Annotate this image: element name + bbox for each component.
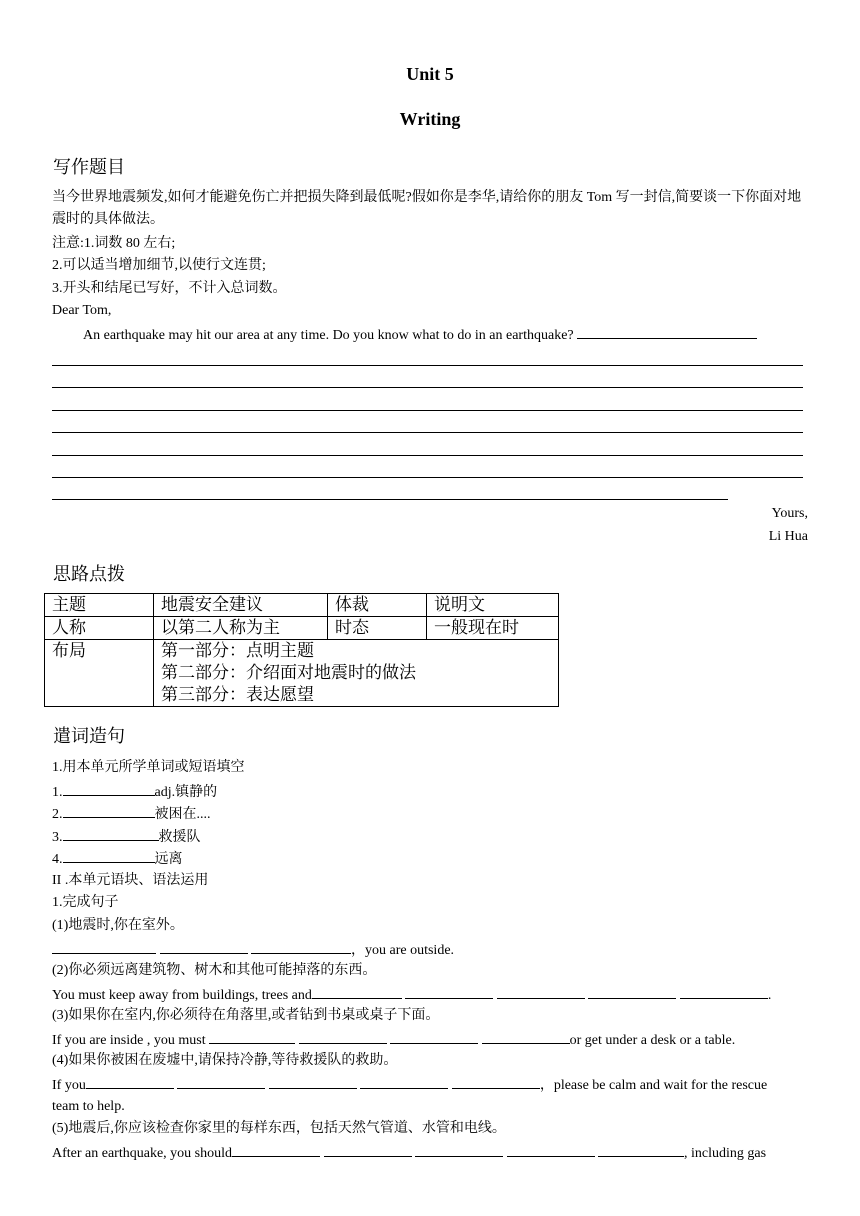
sentence-cn: (3)如果你在室内,你必须待在角落里,或者钻到书桌或桌子下面。 [52, 1008, 440, 1023]
answer-blank[interactable] [497, 984, 585, 999]
table-cell: 主题 [45, 594, 154, 617]
table-cell: 一般现在时 [427, 617, 559, 640]
table-cell: 体裁 [328, 594, 427, 617]
note-2: 2.可以适当增加细节,以使行文连贯; [52, 258, 266, 273]
note-1: 注意:1.词数 80 左右; [52, 236, 176, 251]
table-cell: 说明文 [427, 594, 559, 617]
sentence-en-tail: , including gas [684, 1146, 767, 1161]
answer-blank[interactable] [63, 826, 159, 841]
outline-table [44, 593, 559, 707]
answer-blank[interactable] [577, 324, 757, 339]
writing-prompt: 当今世界地震频发,如何才能避免伤亡并把损失降到最低呢?假如你是李华,请给你的朋友 Tom 写一封信,简要谈一下你面对地震时的具体做法。 [52, 190, 802, 227]
answer-blank[interactable] [324, 1142, 412, 1157]
sentence-cn: (2)你必须远离建筑物、树木和其他可能掉落的东西。 [52, 963, 377, 978]
table-cell: 以第二人称为主 [154, 617, 328, 640]
item-number: 4. [52, 852, 63, 867]
answer-line[interactable] [52, 387, 803, 388]
item-text: 远离 [154, 852, 183, 867]
answer-blank[interactable] [86, 1074, 174, 1089]
sentence-en-continued: team to help. [52, 1099, 125, 1114]
layout-cell [154, 640, 559, 707]
answer-line[interactable] [52, 499, 728, 500]
table-row [45, 594, 559, 617]
table-row [45, 617, 559, 640]
sentence-cn: (5)地震后,你应该检查你家里的每样东西，包括天然气管道、水管和电线。 [52, 1121, 506, 1136]
sentence-en [52, 984, 771, 1006]
vocab-item [52, 803, 211, 825]
answer-blank[interactable] [299, 1029, 387, 1044]
outline-heading: 思路点拨 [53, 564, 125, 585]
layout-part: 第一部分：点明主题 [161, 641, 314, 661]
answer-blank[interactable] [63, 781, 155, 796]
answer-blank[interactable] [452, 1074, 540, 1089]
sentence-en-tail: . [767, 988, 772, 1003]
table-cell: 时态 [328, 617, 427, 640]
answer-line[interactable] [52, 432, 803, 433]
answer-blank[interactable] [209, 1029, 295, 1044]
sentence-en-tail: ，please be calm and wait for the rescue [539, 1078, 768, 1093]
sentence-en-tail: or get under a desk or a table. [569, 1033, 736, 1048]
sentence-en-head: After an earthquake, you should [52, 1146, 232, 1161]
table-cell: 布局 [45, 640, 154, 707]
sentence-en [52, 1142, 766, 1164]
sentence-cn: (1)地震时,你在室外。 [52, 918, 184, 933]
answer-blank[interactable] [312, 984, 402, 999]
sentence-en [52, 1074, 767, 1096]
unit-title: Unit 5 [406, 64, 454, 84]
answer-blank[interactable] [405, 984, 493, 999]
answer-blank[interactable] [63, 848, 155, 863]
answer-line[interactable] [52, 365, 803, 366]
table-row [45, 640, 559, 707]
answer-blank[interactable] [415, 1142, 503, 1157]
answer-line[interactable] [52, 477, 803, 478]
sentence-en-tail: ，you are outside. [351, 943, 455, 958]
note-3: 3.开头和结尾已写好，不计入总词数。 [52, 281, 287, 296]
answer-blank[interactable] [269, 1074, 357, 1089]
item-text: 救援队 [158, 830, 201, 845]
sentence-cn: (4)如果你被困在废墟中,请保持冷静,等待救援队的救助。 [52, 1053, 398, 1068]
vocab-item [52, 781, 217, 803]
answer-blank[interactable] [598, 1142, 684, 1157]
writing-title: Writing [399, 109, 461, 129]
answer-blank[interactable] [52, 939, 156, 954]
writing-heading: 写作题目 [53, 157, 125, 178]
answer-blank[interactable] [251, 939, 351, 954]
answer-blank[interactable] [177, 1074, 265, 1089]
item-text: adj.镇静的 [154, 785, 218, 800]
item-number: 1. [52, 785, 63, 800]
salutation: Dear Tom, [52, 303, 112, 318]
part1-title: 1.用本单元所学单词或短语填空 [52, 760, 245, 775]
item-number: 2. [52, 807, 63, 822]
answer-line[interactable] [52, 455, 803, 456]
vocab-item [52, 826, 201, 848]
letter-opening-text: An earthquake may hit our area at any time. Do you know what to do in an earthquake? [83, 328, 574, 343]
vocab-heading: 遣词造句 [53, 726, 125, 747]
answer-blank[interactable] [390, 1029, 478, 1044]
item-number: 3. [52, 830, 63, 845]
layout-part: 第二部分：介绍面对地震时的做法 [161, 663, 416, 683]
table-cell: 地震安全建议 [154, 594, 328, 617]
part2-title: II .本单元语块、语法运用 [52, 873, 209, 888]
table-cell: 人称 [45, 617, 154, 640]
item-text: 被困在.... [154, 807, 211, 822]
sentence-en-head: If you are inside , you must [52, 1033, 206, 1048]
answer-blank[interactable] [232, 1142, 320, 1157]
answer-blank[interactable] [482, 1029, 570, 1044]
answer-blank[interactable] [160, 939, 248, 954]
answer-blank[interactable] [360, 1074, 448, 1089]
letter-closing: Yours, [771, 506, 808, 521]
sentence-en [52, 1029, 735, 1051]
answer-blank[interactable] [63, 803, 155, 818]
sentence-en [52, 939, 454, 961]
answer-line[interactable] [52, 410, 803, 411]
sentence-en-head: If you [52, 1078, 86, 1093]
letter-signature: Li Hua [768, 529, 808, 544]
answer-blank[interactable] [588, 984, 676, 999]
vocab-item [52, 848, 183, 870]
answer-blank[interactable] [680, 984, 768, 999]
letter-opening [83, 324, 757, 346]
layout-part: 第三部分：表达愿望 [161, 685, 314, 705]
part2-subtitle: 1.完成句子 [52, 895, 119, 910]
sentence-en-head: You must keep away from buildings, trees and [52, 988, 312, 1003]
answer-blank[interactable] [507, 1142, 595, 1157]
